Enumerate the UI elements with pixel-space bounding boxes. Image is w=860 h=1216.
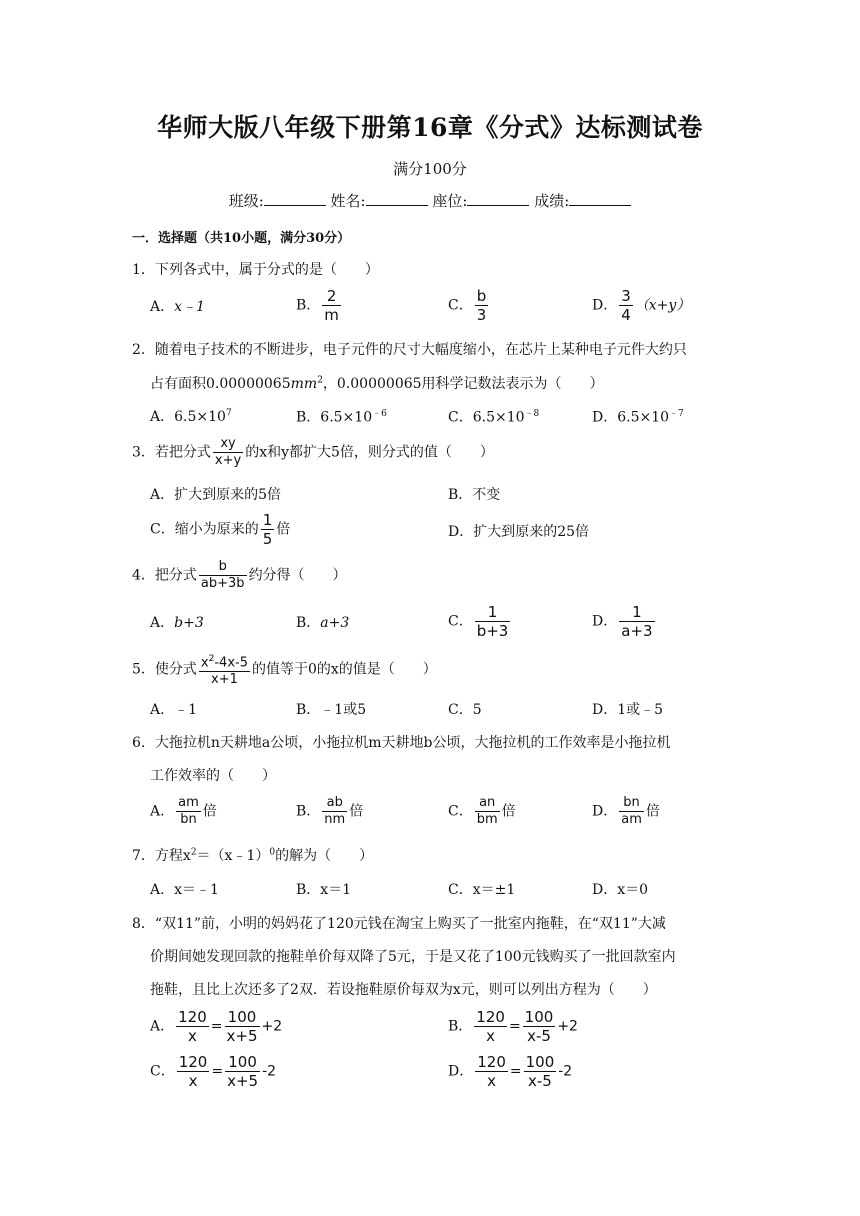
numerator: 100	[524, 1008, 554, 1026]
option-label: A．	[150, 299, 175, 315]
denominator: m	[324, 306, 339, 324]
q1-option-d	[592, 287, 690, 324]
question-1-stem: 1．下列各式中，属于分式的是（ ）	[132, 262, 379, 278]
option-text: 5	[472, 702, 482, 718]
fraction	[322, 287, 341, 324]
numerator: xy	[220, 436, 236, 451]
denominator: nm	[324, 812, 346, 827]
denominator: bn	[176, 811, 201, 828]
fraction	[523, 1008, 556, 1045]
option-label: A．	[150, 702, 175, 718]
q5-option-b	[296, 699, 366, 719]
stem-text: 的解为（ ）	[275, 848, 374, 864]
numerator: 120	[178, 1053, 208, 1071]
question-4-stem	[132, 559, 347, 592]
question-2-stem-line2	[150, 373, 604, 393]
fraction	[619, 603, 654, 640]
q2-option-d	[592, 406, 684, 427]
stem-text: 3．若把分式	[132, 444, 211, 461]
option-label: C．	[448, 409, 473, 426]
option-label: C．	[448, 702, 473, 718]
q6-option-d	[592, 795, 660, 828]
exponent: 7	[225, 408, 232, 419]
option-text: 1或﹣5	[617, 702, 664, 718]
option-text: b+3	[174, 615, 204, 631]
option-text: x＝0	[617, 882, 649, 898]
numerator: an	[479, 795, 496, 810]
option-text: x＝﹣1	[174, 882, 219, 898]
option-text: x＝±1	[472, 882, 516, 898]
denominator: 3	[476, 306, 487, 324]
numerator: b	[218, 559, 227, 574]
fraction	[176, 1008, 209, 1045]
fraction	[524, 1053, 557, 1090]
option-tail: -2	[262, 1063, 277, 1080]
class-field-label: 班级:	[228, 192, 264, 210]
stem-text: 占有面积0.00000065	[150, 376, 291, 392]
q5-option-c	[448, 699, 482, 719]
denominator: x	[176, 1026, 209, 1045]
denominator: 4	[621, 306, 631, 324]
fraction	[176, 795, 201, 828]
q6-option-a	[150, 795, 217, 828]
option-text: 不变	[472, 487, 501, 503]
option-text: ﹣1或5	[320, 702, 367, 718]
fraction	[619, 795, 644, 828]
q7-option-a	[150, 879, 219, 899]
option-base: 6.5×10	[472, 409, 525, 426]
numerator: 100	[228, 1053, 257, 1071]
q1-option-b	[296, 287, 343, 324]
option-base: 6.5×10	[617, 409, 670, 426]
option-label: D．	[592, 297, 618, 314]
stem-text: 7．方程x	[132, 848, 191, 864]
q6-option-c	[448, 795, 516, 828]
option-label: C．	[448, 297, 473, 314]
option-text: 扩大到原来的5倍	[174, 487, 282, 503]
stem-text: 约分得（ ）	[248, 567, 347, 584]
exponent: 2	[317, 375, 323, 386]
page-title: 华师大版八年级下册第16章《分式》达标测试卷	[157, 113, 703, 142]
option-tail: +2	[261, 1018, 283, 1035]
exponent: 0	[269, 847, 276, 858]
option-label: B．	[296, 297, 321, 314]
fraction	[213, 436, 243, 469]
fraction	[225, 1008, 260, 1045]
option-label: A．	[150, 409, 175, 425]
equals-sign: =	[211, 1063, 224, 1080]
option-tail: -2	[558, 1063, 573, 1080]
stem-text: 的x和y都扩大5倍，则分式的值（ ）	[245, 444, 494, 461]
option-text: x﹣1	[174, 299, 205, 315]
exponent: ﹣7	[669, 409, 684, 419]
question-3-stem	[132, 436, 494, 469]
numerator: 2	[326, 287, 337, 305]
q6-option-b	[296, 795, 363, 828]
denominator: bm	[476, 812, 498, 827]
unit-text: 倍	[501, 803, 516, 820]
question-8-stem-line1: 8．“双11”前，小明的妈妈花了120元钱在淘宝上购买了一批室内拖鞋，在“双11”大减	[132, 916, 666, 932]
numerator: b	[476, 287, 487, 305]
class-blank	[264, 191, 326, 206]
numerator: 120	[476, 1008, 505, 1026]
stem-text: 的值等于0的x的值是（ ）	[251, 661, 437, 678]
equals-sign: =	[508, 1018, 521, 1035]
denominator: 5	[262, 530, 273, 548]
option-label: B．	[296, 702, 321, 718]
question-6-stem-line1: 6．大拖拉机n天耕地a公顷，小拖拉机m天耕地b公顷，大拖拉机的工作效率是小拖拉机	[132, 735, 671, 751]
option-text: 倍	[276, 521, 291, 538]
numerator: bn	[623, 795, 640, 810]
fraction	[475, 795, 500, 828]
option-label: A．	[150, 882, 175, 898]
name-field-label: 姓名:	[330, 192, 366, 210]
q2-option-c	[448, 406, 539, 427]
numerator: am	[178, 795, 199, 810]
student-info-row	[0, 190, 860, 211]
denominator: b+3	[476, 622, 509, 640]
stem-text: 4．把分式	[132, 567, 197, 584]
option-label: C．	[448, 882, 473, 898]
numerator: 100	[227, 1008, 257, 1026]
numerator: 1	[487, 603, 498, 621]
q7-option-d	[592, 879, 648, 899]
option-label: D．	[448, 524, 474, 540]
option-label: D．	[592, 613, 618, 630]
score-blank	[569, 191, 631, 206]
question-2-stem-line1: 2．随着电子技术的不断进步，电子元件的尺寸大幅度缩小，在芯片上某种电子元件大约只	[132, 342, 687, 358]
q3-option-d	[448, 521, 589, 541]
fraction	[199, 559, 247, 592]
option-label: A．	[150, 487, 175, 503]
question-7-stem	[132, 845, 373, 865]
section-heading: 一．选择题（共10小题，满分30分）	[132, 231, 351, 246]
denominator: x-5	[523, 1026, 556, 1045]
fraction	[619, 287, 633, 324]
q4-option-b	[296, 612, 349, 632]
denominator: x	[474, 1026, 507, 1045]
q4-option-d	[592, 603, 657, 640]
q8-option-c	[150, 1053, 276, 1090]
denominator: am	[621, 812, 642, 827]
seat-blank	[467, 191, 529, 206]
denominator: x-5	[524, 1071, 557, 1090]
unit-text: 倍	[645, 803, 660, 820]
unit-text: 倍	[202, 803, 217, 820]
option-text: ﹣1	[174, 702, 198, 718]
option-label: A．	[150, 615, 175, 631]
option-label: D．	[592, 882, 618, 898]
option-text: 缩小为原来的	[174, 521, 259, 538]
unit-text: mm	[290, 376, 318, 392]
numerator: ab	[326, 795, 343, 810]
exponent: 2	[190, 847, 197, 858]
q7-option-b	[296, 879, 351, 899]
q8-option-a	[150, 1008, 282, 1045]
option-base: 6.5×10	[320, 409, 373, 426]
seat-field-label: 座位:	[432, 192, 468, 210]
option-label: D．	[592, 409, 618, 426]
denominator: x+1	[199, 671, 250, 688]
option-label: B．	[296, 882, 321, 898]
fraction	[475, 1053, 508, 1090]
option-text: x＝1	[320, 882, 352, 898]
denominator: x	[475, 1071, 508, 1090]
question-6-stem-line2: 工作效率的（ ）	[150, 768, 276, 784]
denominator: a+3	[621, 622, 653, 640]
option-text: 扩大到原来的25倍	[473, 524, 590, 540]
q4-option-c	[448, 603, 512, 640]
page-subtitle: 满分100分	[393, 160, 467, 178]
unit-text: 倍	[349, 803, 364, 820]
denominator: x+5	[226, 1027, 258, 1045]
numerator: 120	[477, 1053, 506, 1071]
denominator: x+5	[227, 1072, 259, 1090]
fraction	[225, 1053, 260, 1090]
stem-text: 5．使分式	[132, 661, 197, 678]
fraction	[261, 511, 275, 548]
q2-option-b	[296, 406, 387, 427]
numerator: 1	[632, 603, 642, 621]
numerator: 1	[262, 511, 273, 529]
option-label: C．	[448, 613, 473, 630]
option-label: C．	[150, 521, 175, 538]
numerator: $x^2-4x-5$	[200, 654, 248, 671]
option-label: D．	[592, 803, 618, 820]
stem-text: ＝（x﹣1）	[196, 848, 270, 864]
q3-option-c	[150, 511, 290, 548]
q8-option-d	[448, 1053, 572, 1090]
option-label: B．	[296, 409, 321, 426]
q3-option-a	[150, 484, 281, 504]
option-label: D．	[448, 1063, 474, 1080]
q5-option-a	[150, 699, 197, 719]
fraction	[475, 287, 489, 324]
score-field-label: 成绩:	[534, 192, 570, 210]
option-label: B．	[296, 803, 321, 820]
option-label: C．	[150, 1063, 175, 1080]
stem-text: ，0.00000065用科学记数法表示为（ ）	[322, 376, 604, 392]
exponent: ﹣6	[372, 409, 387, 419]
q8-option-b	[448, 1008, 578, 1045]
q5-option-d	[592, 699, 663, 719]
numerator: 120	[178, 1008, 207, 1026]
question-8-stem-line2: 价期间她发现回款的拖鞋单价每双降了5元，于是又花了100元钱购买了一批回款室内	[150, 949, 676, 965]
option-suffix: （x+y）	[634, 297, 691, 314]
option-label: B．	[296, 615, 321, 631]
numerator: 3	[621, 287, 631, 305]
option-label: A．	[150, 803, 175, 820]
option-text: a+3	[320, 615, 350, 631]
denominator: x	[177, 1071, 210, 1090]
question-8-stem-line3: 拖鞋，且比上次还多了2双．若设拖鞋原价每双为x元，则可以列出方程为（ ）	[150, 982, 657, 998]
question-5-stem	[132, 651, 437, 688]
fraction	[322, 795, 347, 828]
fraction	[474, 1008, 507, 1045]
q4-option-a	[150, 612, 204, 632]
fraction	[177, 1053, 210, 1090]
name-blank	[366, 191, 428, 206]
option-label: B．	[448, 487, 473, 503]
option-label: C．	[448, 803, 473, 820]
q1-option-c	[448, 287, 490, 324]
exponent: ﹣8	[524, 409, 540, 419]
option-label: A．	[150, 1018, 175, 1035]
denominator: ab+3b	[200, 576, 245, 591]
q3-option-b	[448, 484, 500, 504]
fraction	[475, 603, 511, 640]
q7-option-c	[448, 879, 515, 899]
fraction	[199, 651, 250, 688]
option-tail: +2	[557, 1018, 578, 1035]
q2-option-a	[150, 406, 232, 426]
equals-sign: =	[210, 1018, 223, 1035]
option-label: B．	[448, 1018, 473, 1035]
option-base: 6.5×10	[174, 409, 226, 425]
denominator: x+y	[214, 453, 242, 468]
option-label: D．	[592, 702, 618, 718]
q1-option-a	[150, 296, 205, 316]
equals-sign: =	[509, 1063, 522, 1080]
numerator: 100	[525, 1053, 555, 1071]
